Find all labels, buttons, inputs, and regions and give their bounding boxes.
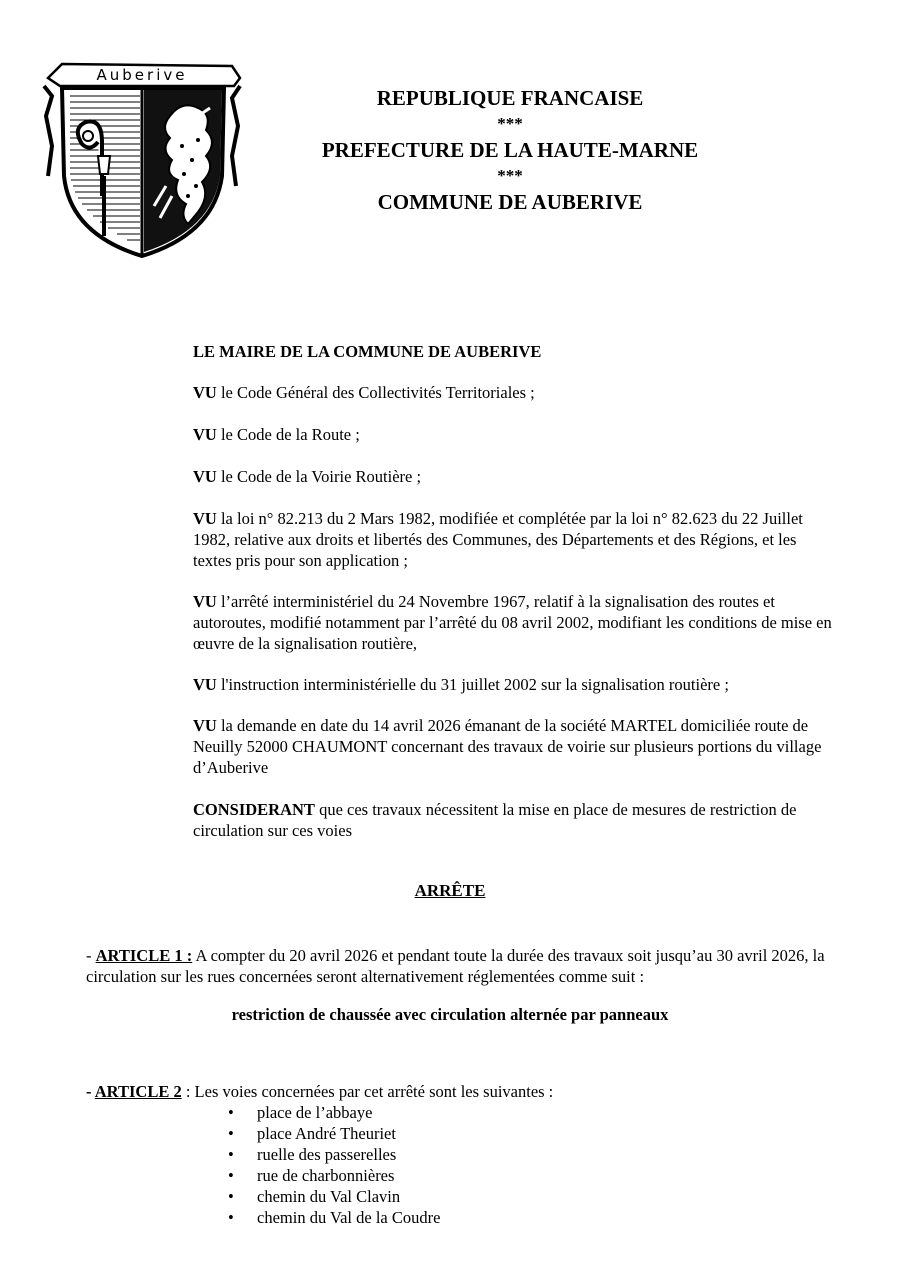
header-stars-2: *** bbox=[497, 166, 523, 185]
bullet-icon: • bbox=[228, 1124, 234, 1143]
header-prefecture: PREFECTURE DE LA HAUTE-MARNE bbox=[321, 138, 699, 162]
list-item bbox=[228, 1144, 440, 1165]
considerant-lead: CONSIDERANT bbox=[193, 800, 315, 819]
header-stars-1: *** bbox=[497, 114, 523, 133]
vu-text: l’arrêté interministériel du 24 Novembre 1967, relatif à la signalisation des routes et autoroutes, modifié notamment par l’arrêté du 08 avril 2002, modifiant les conditions de mise en œuvre de la signalisation routière, bbox=[193, 592, 832, 653]
considerant-text: que ces travaux nécessitent la mise en place de mesures de restriction de circulation sur ces voies bbox=[193, 800, 797, 840]
vu-text: le Code Général des Collectivités Territoriales ; bbox=[216, 383, 535, 402]
vu-paragraph bbox=[193, 591, 833, 654]
vu-lead: VU bbox=[193, 425, 217, 444]
street-name: place André Theuriet bbox=[257, 1124, 396, 1143]
article-2-prefix: - bbox=[86, 1082, 95, 1101]
vu-text: le Code de la Voirie Routière ; bbox=[216, 467, 422, 486]
vu-lead: VU bbox=[193, 509, 217, 528]
article-2 bbox=[86, 1081, 830, 1102]
bullet-icon: • bbox=[228, 1103, 234, 1122]
vu-lead: VU bbox=[193, 675, 217, 694]
vu-lead: VU bbox=[193, 716, 217, 735]
street-list bbox=[228, 1102, 440, 1228]
article-2-text: : Les voies concernées par cet arrêté sont les suivantes : bbox=[181, 1082, 554, 1101]
list-item bbox=[228, 1186, 440, 1207]
vu-lead: VU bbox=[193, 383, 217, 402]
vu-paragraph bbox=[193, 382, 833, 403]
article-1-text: A compter du 20 avril 2026 et pendant toute la durée des travaux soit jusqu’au 30 avril 2026, la circulation sur les rues concernées seront alternativement réglementées comme suit : bbox=[86, 946, 825, 986]
arrete-title: ARRÊTE bbox=[414, 881, 486, 900]
bullet-icon: • bbox=[228, 1145, 234, 1164]
street-name: place de l’abbaye bbox=[257, 1103, 373, 1122]
article-2-label: ARTICLE 2 bbox=[94, 1082, 182, 1101]
article-1-prefix: - bbox=[86, 946, 96, 965]
street-name: chemin du Val Clavin bbox=[257, 1187, 401, 1206]
vu-lead: VU bbox=[193, 467, 217, 486]
street-name: ruelle des passerelles bbox=[257, 1145, 397, 1164]
header-commune: COMMUNE DE AUBERIVE bbox=[377, 190, 643, 214]
vu-paragraph bbox=[193, 466, 833, 487]
article-1 bbox=[86, 945, 830, 987]
vu-paragraph bbox=[193, 424, 833, 445]
vu-text: la loi n° 82.213 du 2 Mars 1982, modifiée et complétée par la loi n° 82.623 du 22 Juillet 1982, relative aux droits et libertés des Communes, des Départements et des Régions, et les textes pris pour son application ; bbox=[193, 509, 803, 570]
list-item bbox=[228, 1207, 440, 1228]
vu-text: l'instruction interministérielle du 31 juillet 2002 sur la signalisation routière ; bbox=[216, 675, 729, 694]
vu-text: la demande en date du 14 avril 2026 émanant de la société MARTEL domiciliée route de Neuilly 52000 CHAUMONT concernant des travaux de voirie sur plusieurs portions du village d’Auberive bbox=[193, 716, 822, 777]
article-1-label: ARTICLE 1 : bbox=[95, 946, 193, 965]
mayor-heading: LE MAIRE DE LA COMMUNE DE AUBERIVE bbox=[193, 342, 542, 361]
vu-lead: VU bbox=[193, 592, 217, 611]
coat-of-arms-icon bbox=[42, 56, 242, 261]
vu-text: le Code de la Route ; bbox=[216, 425, 360, 444]
bullet-icon: • bbox=[228, 1166, 234, 1185]
considerant-paragraph bbox=[193, 799, 833, 841]
vu-paragraph bbox=[193, 508, 833, 571]
vu-paragraph bbox=[193, 674, 833, 695]
bullet-icon: • bbox=[228, 1208, 234, 1227]
vu-paragraph bbox=[193, 715, 833, 778]
bullet-icon: • bbox=[228, 1187, 234, 1206]
street-name: chemin du Val de la Coudre bbox=[257, 1208, 441, 1227]
list-item bbox=[228, 1165, 440, 1186]
header-republique: REPUBLIQUE FRANCAISE bbox=[376, 86, 644, 110]
article-1-measure: restriction de chaussée avec circulation alternée par panneaux bbox=[231, 1005, 669, 1024]
street-name: rue de charbonnières bbox=[257, 1166, 395, 1185]
list-item bbox=[228, 1102, 440, 1123]
document-header bbox=[300, 86, 720, 216]
list-item bbox=[228, 1123, 440, 1144]
crest-banner-text: Auberive bbox=[96, 66, 188, 84]
